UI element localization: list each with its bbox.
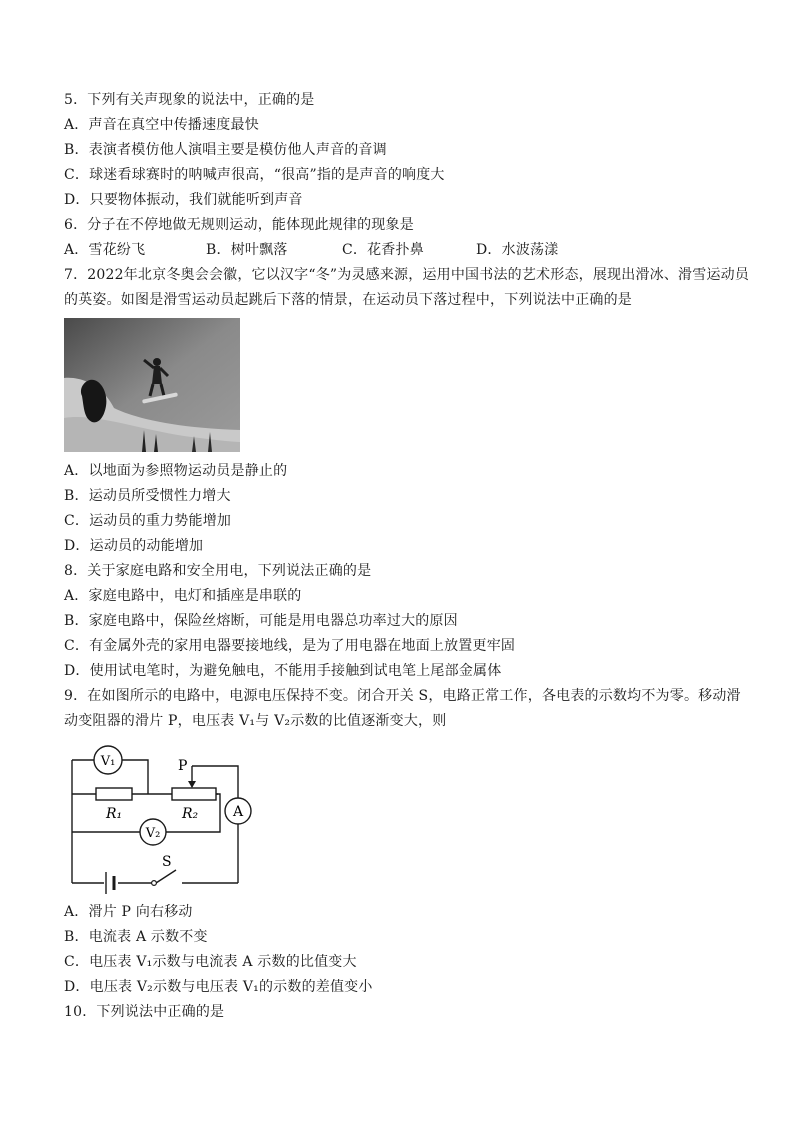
q5-option-c: C．球迷看球赛时的呐喊声很高，“很高”指的是声音的响度大 bbox=[64, 167, 445, 183]
q10-stem: 10．下列说法中正确的是 bbox=[64, 1004, 225, 1020]
q7-stem-line1: 7．2022年北京冬奥会会徽，它以汉字“冬”为灵感来源，运用中国书法的艺术形态，展现出滑冰、滑雪运动员 bbox=[64, 267, 750, 283]
r2-rheostat bbox=[172, 788, 216, 800]
q5-option-b: B．表演者模仿他人演唱主要是模仿他人声音的音调 bbox=[64, 142, 387, 158]
q7-option-b: B．运动员所受惯性力增大 bbox=[64, 488, 231, 504]
q6-option-b: B．树叶飘落 bbox=[206, 242, 288, 258]
r2-label: R₂ bbox=[182, 806, 199, 822]
q9-stem-line2: 动变阻器的滑片 P，电压表 V₁与 V₂示数的比值逐渐变大，则 bbox=[64, 713, 447, 729]
q6-option-a: A．雪花纷飞 bbox=[64, 242, 146, 258]
switch-label: S bbox=[162, 854, 172, 870]
ski-jumper-photo bbox=[64, 318, 240, 452]
q6-stem: 6．分子在不停地做无规则运动，能体现此规律的现象是 bbox=[64, 217, 414, 233]
q6-options bbox=[64, 240, 558, 260]
arrowhead-icon bbox=[188, 781, 196, 788]
q6-option-c: C．花香扑鼻 bbox=[342, 242, 424, 258]
q5-option-d: D．只要物体振动，我们就能听到声音 bbox=[64, 192, 303, 208]
q8-stem: 8．关于家庭电路和安全用电，下列说法正确的是 bbox=[64, 563, 372, 579]
q5-option-a: A．声音在真空中传播速度最快 bbox=[64, 117, 259, 133]
battery-icon bbox=[106, 872, 114, 894]
q7-option-a: A．以地面为参照物运动员是静止的 bbox=[64, 463, 288, 479]
ammeter-label: A bbox=[232, 804, 244, 820]
q9-stem-line1: 9．在如图所示的电路中，电源电压保持不变。闭合开关 S，电路正常工作，各电表的示数均不为零。移动滑 bbox=[64, 688, 741, 704]
q5-stem: 5．下列有关声现象的说法中，正确的是 bbox=[64, 92, 315, 108]
q8-option-b: B．家庭电路中，保险丝熔断，可能是用电器总功率过大的原因 bbox=[64, 613, 458, 629]
r1-resistor bbox=[96, 788, 132, 800]
q9-option-b: B．电流表 A 示数不变 bbox=[64, 929, 208, 945]
q9-option-c: C．电压表 V₁示数与电流表 A 示数的比值变大 bbox=[64, 954, 357, 970]
q9-option-a: A．滑片 P 向右移动 bbox=[64, 904, 193, 920]
v1-label: V₁ bbox=[100, 754, 116, 769]
q9-option-d: D．电压表 V₂示数与电压表 V₁的示数的差值变小 bbox=[64, 979, 373, 995]
q7-option-d: D．运动员的动能增加 bbox=[64, 538, 204, 554]
q8-option-d: D．使用试电笔时，为避免触电，不能用手接触到试电笔上尾部金属体 bbox=[64, 663, 502, 679]
switch-s-lever bbox=[156, 870, 176, 883]
q6-option-d: D．水波荡漾 bbox=[476, 242, 559, 258]
r1-label: R₁ bbox=[106, 806, 123, 822]
circuit-diagram bbox=[64, 738, 254, 896]
q8-option-c: C．有金属外壳的家用电器要接地线，是为了用电器在地面上放置更牢固 bbox=[64, 638, 516, 654]
q7-option-c: C．运动员的重力势能增加 bbox=[64, 513, 232, 529]
slider-label: P bbox=[178, 758, 188, 774]
v2-label: V₂ bbox=[145, 826, 161, 841]
q8-option-a: A．家庭电路中，电灯和插座是串联的 bbox=[64, 588, 302, 604]
q7-stem-line2: 的英姿。如图是滑雪运动员起跳后下落的情景，在运动员下落过程中，下列说法中正确的是 bbox=[64, 292, 632, 308]
